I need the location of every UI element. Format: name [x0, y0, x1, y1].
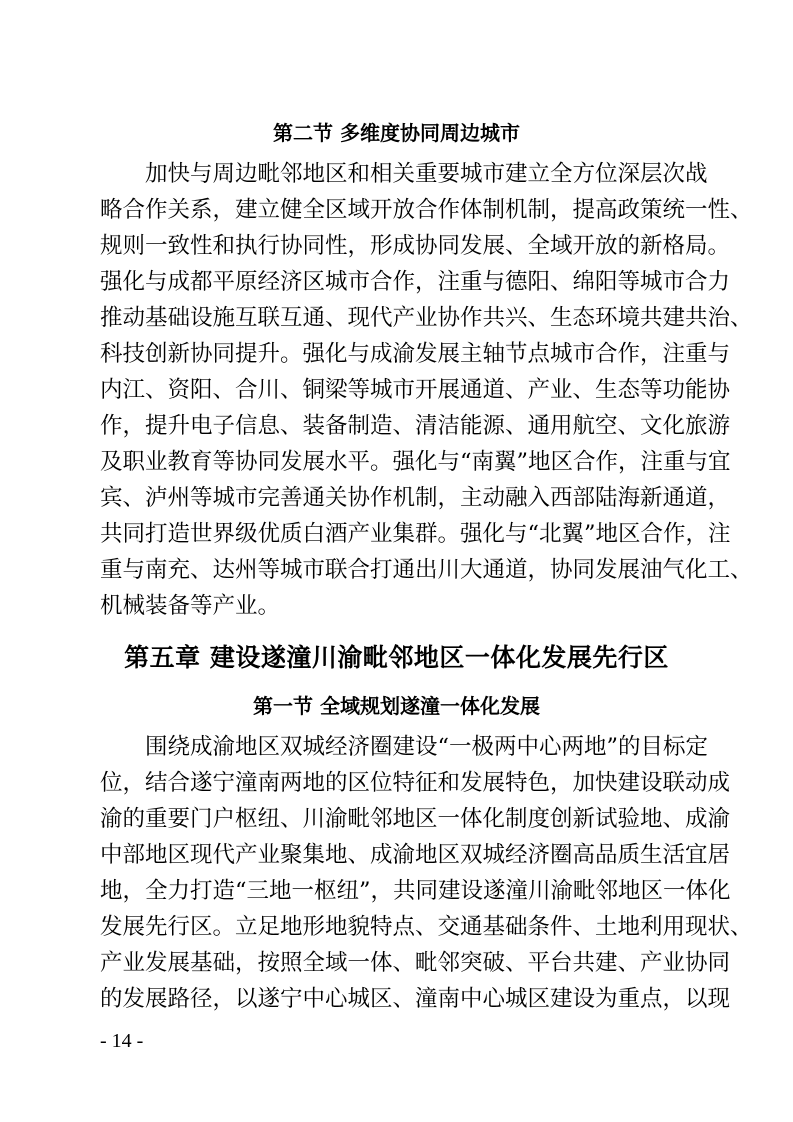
page-number: - 14 -	[100, 1030, 144, 1052]
paragraph-line: 及职业教育等协同发展水平。强化与“南翼”地区合作，注重与宜	[100, 449, 731, 475]
paragraph-line: 宾、泸州等城市完善通关协作机制，主动融入西部陆海新通道，	[100, 485, 731, 511]
paragraph-line: 渝的重要门户枢纽、川渝毗邻地区一体化制度创新试验地、成渝	[100, 806, 731, 832]
section-heading-1: 第二节 多维度协同周边城市	[273, 121, 520, 145]
paragraph-line: 地，全力打造“三地一枢纽”，共同建设遂潼川渝毗邻地区一体化	[100, 878, 731, 904]
paragraph-2	[100, 729, 753, 1017]
paragraph-line: 作，提升电子信息、装备制造、清洁能源、通用航空、文化旅游	[100, 413, 731, 439]
paragraph-line: 推动基础设施互联互通、现代产业协作共兴、生态环境共建共治、	[100, 305, 753, 331]
paragraph-line: 共同打造世界级优质白酒产业集群。强化与“北翼”地区合作，注	[100, 521, 731, 547]
paragraph-line: 科技创新协同提升。强化与成渝发展主轴节点城市合作，注重与	[100, 341, 731, 367]
paragraph-line: 机械装备等产业。	[100, 593, 281, 619]
paragraph-line: 发展先行区。立足地形地貌特点、交通基础条件、土地利用现状、	[100, 914, 753, 940]
paragraph-1	[100, 156, 753, 624]
paragraph-line: 加快与周边毗邻地区和相关重要城市建立全方位深层次战	[145, 161, 708, 187]
paragraph-line: 重与南充、达州等城市联合打通出川大通道，协同发展油气化工、	[100, 557, 753, 583]
chapter-heading: 第五章 建设遂潼川渝毗邻地区一体化发展先行区	[124, 643, 669, 672]
paragraph-line: 中部地区现代产业聚集地、成渝地区双城经济圈高品质生活宜居	[100, 842, 731, 868]
paragraph-line: 略合作关系，建立健全区域开放合作体制机制，提高政策统一性、	[100, 197, 753, 223]
paragraph-line: 内江、资阳、合川、铜梁等城市开展通道、产业、生态等功能协	[100, 377, 731, 403]
section-heading-2: 第一节 全域规划遂潼一体化发展	[253, 694, 540, 718]
paragraph-line: 产业发展基础，按照全域一体、毗邻突破、平台共建、产业协同	[100, 950, 731, 976]
paragraph-line: 规则一致性和执行协同性，形成协同发展、全域开放的新格局。	[100, 233, 731, 259]
paragraph-line: 的发展路径，以遂宁中心城区、潼南中心城区建设为重点，以现	[100, 986, 731, 1012]
paragraph-line: 位，结合遂宁潼南两地的区位特征和发展特色，加快建设联动成	[100, 770, 731, 796]
paragraph-line: 强化与成都平原经济区城市合作，注重与德阳、绵阳等城市合力	[100, 269, 731, 295]
paragraph-line: 围绕成渝地区双城经济圈建设“一极两中心两地”的目标定	[145, 734, 709, 760]
